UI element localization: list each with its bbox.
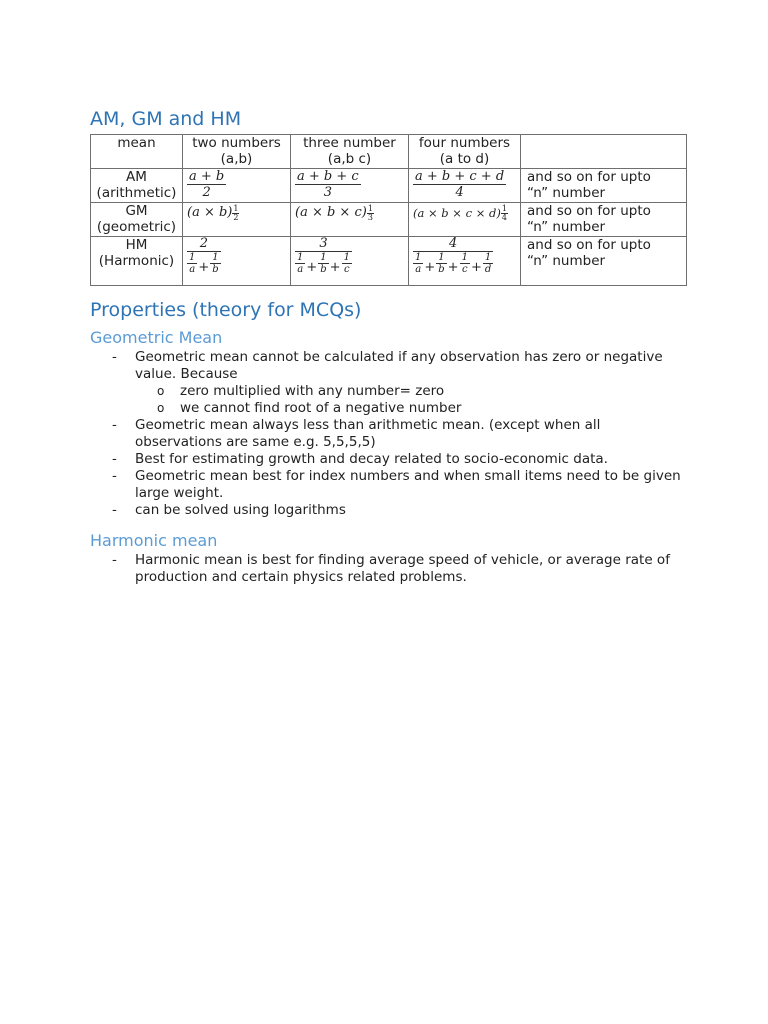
gm-three-formula: (a × b × c) $\frac{1}{3}$ [295, 204, 373, 222]
am-four-formula: $\frac{a + b + c + d}{4}$ [415, 169, 505, 200]
header-cell: three number (a,b c) [291, 135, 409, 169]
formula-cell [409, 169, 521, 203]
sub-list-item: o zero multiplied with any number= zero [157, 383, 445, 399]
row-note: and so on for upto “n” number [521, 237, 687, 286]
list-item: - Geometric mean best for index numbers and when small items need to be given large weight. [112, 468, 681, 501]
header-cell: two numbers (a,b) [183, 135, 291, 169]
page-title: AM, GM and HM [90, 108, 242, 130]
row-note: and so on for upto “n” number [521, 169, 687, 203]
formula-cell [291, 237, 409, 286]
formula-cell [183, 203, 291, 237]
row-label: HM (Harmonic) [91, 237, 183, 286]
table-row [91, 237, 687, 286]
list-item: - Best for estimating growth and decay related to socio-economic data. [112, 451, 608, 467]
list-item: - can be solved using logarithms [112, 502, 346, 518]
header-cell: mean [91, 135, 183, 169]
table-row [91, 169, 687, 203]
hm-two-formula: 2 $\frac{1}{a}$ + $\frac{1}{b}$ [189, 236, 219, 275]
formula-cell [291, 169, 409, 203]
header-cell: four numbers (a to d) [409, 135, 521, 169]
formula-cell [183, 237, 291, 286]
geometric-mean-list [90, 349, 686, 519]
formula-cell [409, 203, 521, 237]
list-item: - Geometric mean always less than arithmetic mean. (except when all observations are same e.g. 5,5,5,5) [112, 417, 601, 450]
row-label: GM (geometric) [91, 203, 183, 237]
am-three-formula: $\frac{a + b + c}{3}$ [297, 169, 359, 200]
harmonic-mean-list [90, 552, 686, 586]
hm-four-formula: 4 $\frac{1}{a}$ + $\frac{1}{b}$ + $\frac{1}{c}$ + $\frac{1}{d}$ [415, 236, 492, 275]
properties-heading: Properties (theory for MCQs) [90, 299, 362, 321]
formula-cell [291, 203, 409, 237]
am-two-formula: $\frac{a + b}{2}$ [189, 169, 225, 200]
hm-three-formula: 3 $\frac{1}{a}$ + $\frac{1}{b}$ + $\frac{1}{c}$ [297, 236, 350, 275]
formula-cell [409, 237, 521, 286]
list-item: - Harmonic mean is best for finding average speed of vehicle, or average rate of production and certain physics related problems. [112, 552, 670, 585]
gm-two-formula: (a × b) $\frac{1}{2}$ [187, 204, 239, 222]
harmonic-mean-heading: Harmonic mean [90, 531, 218, 550]
means-table [90, 134, 687, 286]
formula-cell [183, 169, 291, 203]
row-note: and so on for upto “n” number [521, 203, 687, 237]
sub-list [135, 383, 686, 417]
table-row [91, 203, 687, 237]
sub-list-item: o we cannot find root of a negative number [157, 400, 462, 416]
table-header-row [91, 135, 687, 169]
row-label: AM (arithmetic) [91, 169, 183, 203]
header-cell [521, 135, 687, 169]
gm-four-formula: (a × b × c × d) $\frac{1}{4}$ [413, 204, 507, 222]
geometric-mean-heading: Geometric Mean [90, 328, 223, 347]
list-item: - Geometric mean cannot be calculated if any observation has zero or negative value. Because o zero multiplied with any number= zero o we cannot find root of a negative number [90, 349, 686, 417]
